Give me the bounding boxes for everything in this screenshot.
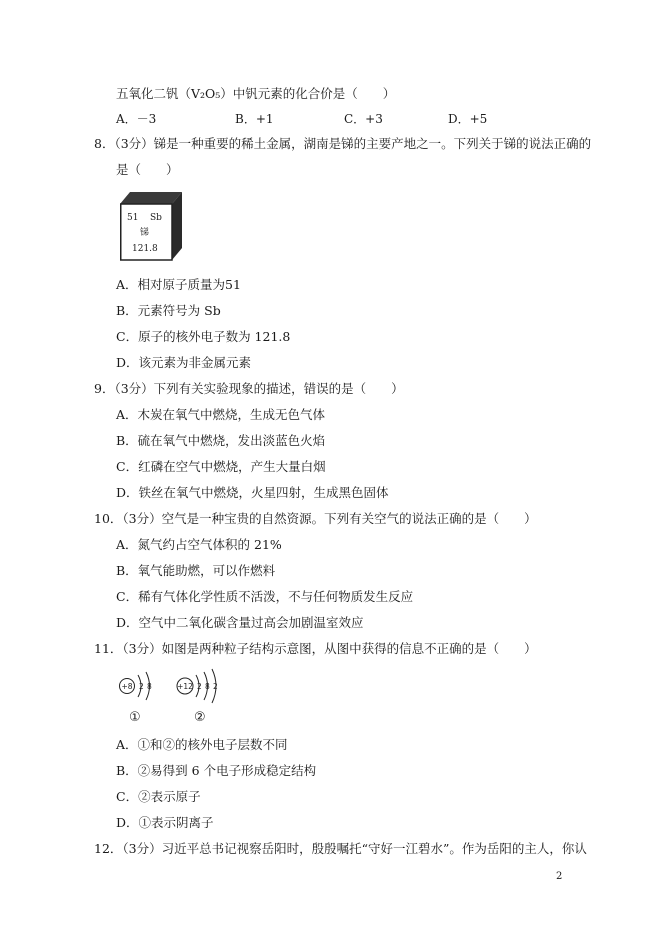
- particle-1-nucleus: +8: [121, 682, 133, 691]
- q8-stem-line1: 8．（3分）锑是一种重要的稀土金属，湖南是锑的主要产地之一。下列关于锑的说法正确的: [94, 136, 592, 151]
- particle-2-label: ②: [194, 710, 206, 724]
- q7-option-c[interactable]: C．+3: [344, 112, 383, 126]
- particle-2-nucleus: +12: [177, 682, 193, 691]
- element-symbol: Sb: [150, 213, 162, 223]
- q8-option-d[interactable]: D．该元素为非金属元素: [116, 355, 252, 370]
- particle-2-shell-2: 8: [205, 682, 210, 691]
- q9-option-d[interactable]: D．铁丝在氧气中燃烧，火星四射，生成黑色固体: [116, 485, 389, 500]
- q7-stem: 五氧化二钒（V₂O₅）中钒元素的化合价是（ ）: [116, 86, 396, 101]
- q10-option-c[interactable]: C．稀有气体化学性质不活泼，不与任何物质发生反应: [116, 589, 414, 604]
- particle-1-label: ①: [129, 710, 141, 724]
- q11-option-c[interactable]: C．②表示原子: [116, 789, 201, 804]
- element-name: 锑: [140, 228, 150, 238]
- q8-option-b[interactable]: B．元素符号为 Sb: [116, 303, 221, 318]
- q9-option-b[interactable]: B．硫在氧气中燃烧，发出淡蓝色火焰: [116, 433, 326, 448]
- particle-2-structure: [177, 669, 218, 724]
- particle-2-shell-1: 2: [197, 682, 202, 691]
- q10-stem: 10．（3分）空气是一种宝贵的自然资源。下列有关空气的说法正确的是（ ）: [94, 511, 537, 526]
- q9-stem: 9．（3分）下列有关实验现象的描述，错误的是（ ）: [94, 381, 404, 396]
- q10-option-b[interactable]: B．氧气能助燃，可以作燃料: [116, 563, 276, 578]
- q7-option-d[interactable]: D．+5: [448, 112, 488, 126]
- element-card-icon: [120, 190, 184, 262]
- particle-1-shell-1: 2: [139, 682, 144, 691]
- q8-stem-line2: 是（ ）: [116, 162, 179, 177]
- q7-option-b[interactable]: B．+1: [235, 112, 274, 126]
- q8-option-a[interactable]: A．相对原子质量为51: [116, 277, 241, 292]
- element-atomic-number: 51: [127, 213, 139, 223]
- q9-option-c[interactable]: C．红磷在空气中燃烧，产生大量白烟: [116, 459, 326, 474]
- q7-option-a[interactable]: A．－3: [116, 112, 157, 126]
- element-mass: 121.8: [132, 244, 158, 254]
- particle-1-shell-2: 8: [147, 682, 152, 691]
- particle-structure-diagram: [118, 668, 230, 724]
- q12-stem: 12．（3分）习近平总书记视察岳阳时，殷殷嘱托“守好一江碧水”。作为岳阳的主人，你认: [94, 841, 587, 856]
- q10-option-a[interactable]: A．氮气约占空气体积的 21%: [116, 537, 282, 552]
- particle-2-shell-3: 2: [213, 682, 218, 691]
- page-number: 2: [556, 871, 563, 882]
- particle-1-structure: [120, 672, 153, 724]
- q11-option-b[interactable]: B．②易得到 6 个电子形成稳定结构: [116, 763, 317, 778]
- q8-option-c[interactable]: C．原子的核外电子数为 121.8: [116, 329, 291, 344]
- q11-option-a[interactable]: A．①和②的核外电子层数不同: [116, 737, 288, 752]
- q11-stem: 11．（3分）如图是两种粒子结构示意图，从图中获得的信息不正确的是（ ）: [94, 641, 537, 656]
- q11-option-d[interactable]: D．①表示阴离子: [116, 815, 214, 830]
- q10-option-d[interactable]: D．空气中二氧化碳含量过高会加剧温室效应: [116, 615, 364, 630]
- q9-option-a[interactable]: A．木炭在氧气中燃烧，生成无色气体: [116, 407, 326, 422]
